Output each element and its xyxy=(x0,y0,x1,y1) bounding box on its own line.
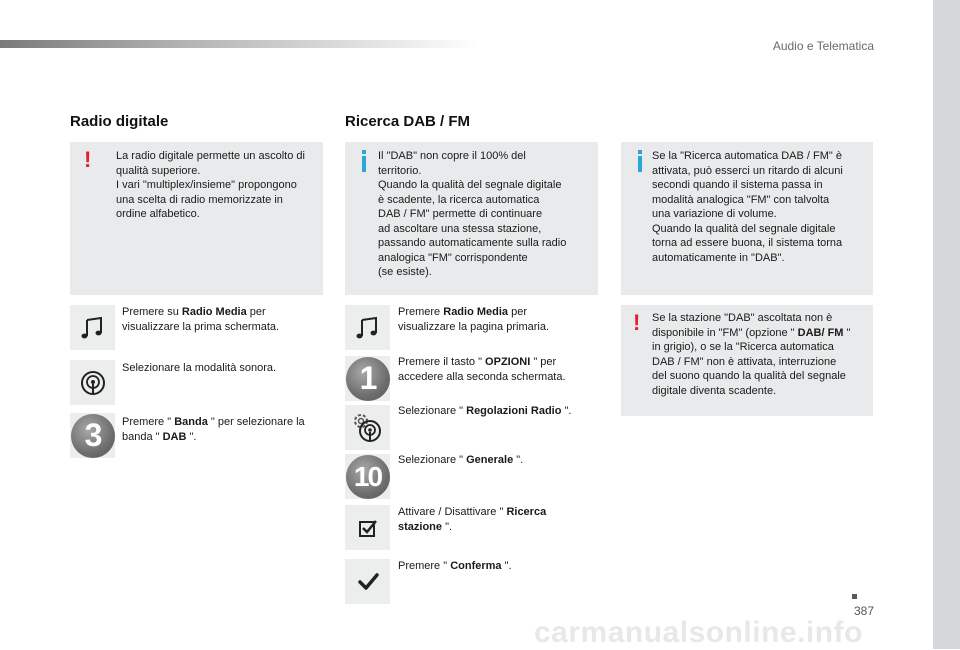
warning-text-right: Se la stazione "DAB" ascoltata non è disponibile in "FM" (opzione " DAB/ FM " in grigio), o se la "Ricerca automatica DAB / FM" non è attivata, interruzione del suono quando la qualità del segnale digitale diventa scadente. xyxy=(652,312,851,397)
left-step-2: Selezionare la modalità sonora. xyxy=(122,362,277,374)
info-box-right xyxy=(621,142,873,295)
music-note-icon xyxy=(70,305,115,350)
watermark: carmanualsonline.info xyxy=(534,616,863,649)
info-text-middle: Il "DAB" non copre il 100% del territorio. Quando la qualità del segnale digitale è scadente, la ricerca automatica DAB / FM" permette di continuare ad ascoltare una stessa stazione, passando automaticamente sulla radio analogica "FM" corrispondente (se esiste). xyxy=(378,150,567,278)
warning-icon: ! xyxy=(633,310,641,335)
middle-step-4: Selezionare " Generale ". xyxy=(398,454,524,466)
page-number: 387 xyxy=(853,604,874,618)
radio-signal-icon xyxy=(70,360,115,405)
side-tab xyxy=(933,0,960,649)
step-number-3-badge xyxy=(70,413,115,458)
notice-box xyxy=(70,142,323,295)
middle-step-5: Attivare / Disattivare " Ricerca stazione ". xyxy=(398,506,547,533)
step-number-1: 1 xyxy=(346,357,390,401)
page-marker xyxy=(852,594,857,599)
info-text-right: Se la "Ricerca automatica DAB / FM" è attivata, può esserci un ritardo di alcuni secondi quando il sistema passa in modalità analogica "FM" con talvolta una variazione di volume. Quando la qualità del segnale digitale torna ad essere buona, il sistema torna automaticamente in "DAB". xyxy=(652,150,843,264)
step-number-10-badge xyxy=(345,454,390,499)
heading-radio-digitale: Radio digitale xyxy=(70,113,169,130)
left-step-1: Premere su Radio Media per visualizzare la prima schermata. xyxy=(122,306,280,333)
info-icon xyxy=(361,150,367,177)
left-step-3: Premere " Banda " per selezionare la banda " DAB ". xyxy=(122,416,305,443)
step-number-1-badge xyxy=(345,356,390,401)
step-number-10: 10 xyxy=(346,455,390,499)
info-box-middle xyxy=(345,142,598,295)
step-number-3: 3 xyxy=(71,414,115,458)
notice-text: La radio digitale permette un ascolto di qualità superiore. I vari "multiplex/insieme" propongono una scelta di radio memorizzate in ordine alfabetico. xyxy=(116,150,305,220)
middle-step-1: Premere Radio Media per visualizzare la pagina primaria. xyxy=(398,306,550,333)
info-icon xyxy=(637,150,643,177)
header-gradient-bar xyxy=(0,40,480,48)
music-note-icon xyxy=(345,305,390,350)
middle-step-3: Selezionare " Regolazioni Radio ". xyxy=(398,405,572,417)
section-title: Audio e Telematica xyxy=(772,39,874,53)
radio-settings-icon xyxy=(345,405,390,450)
middle-step-2: Premere il tasto " OPZIONI " per accedere alla seconda schermata. xyxy=(398,356,566,383)
warning-icon: ! xyxy=(84,147,92,172)
heading-ricerca-dab-fm: Ricerca DAB / FM xyxy=(345,113,471,130)
checkmark-icon xyxy=(345,559,390,604)
checkbox-icon xyxy=(345,505,390,550)
middle-step-6: Premere " Conferma ". xyxy=(398,560,512,572)
warning-box-right xyxy=(621,305,873,416)
